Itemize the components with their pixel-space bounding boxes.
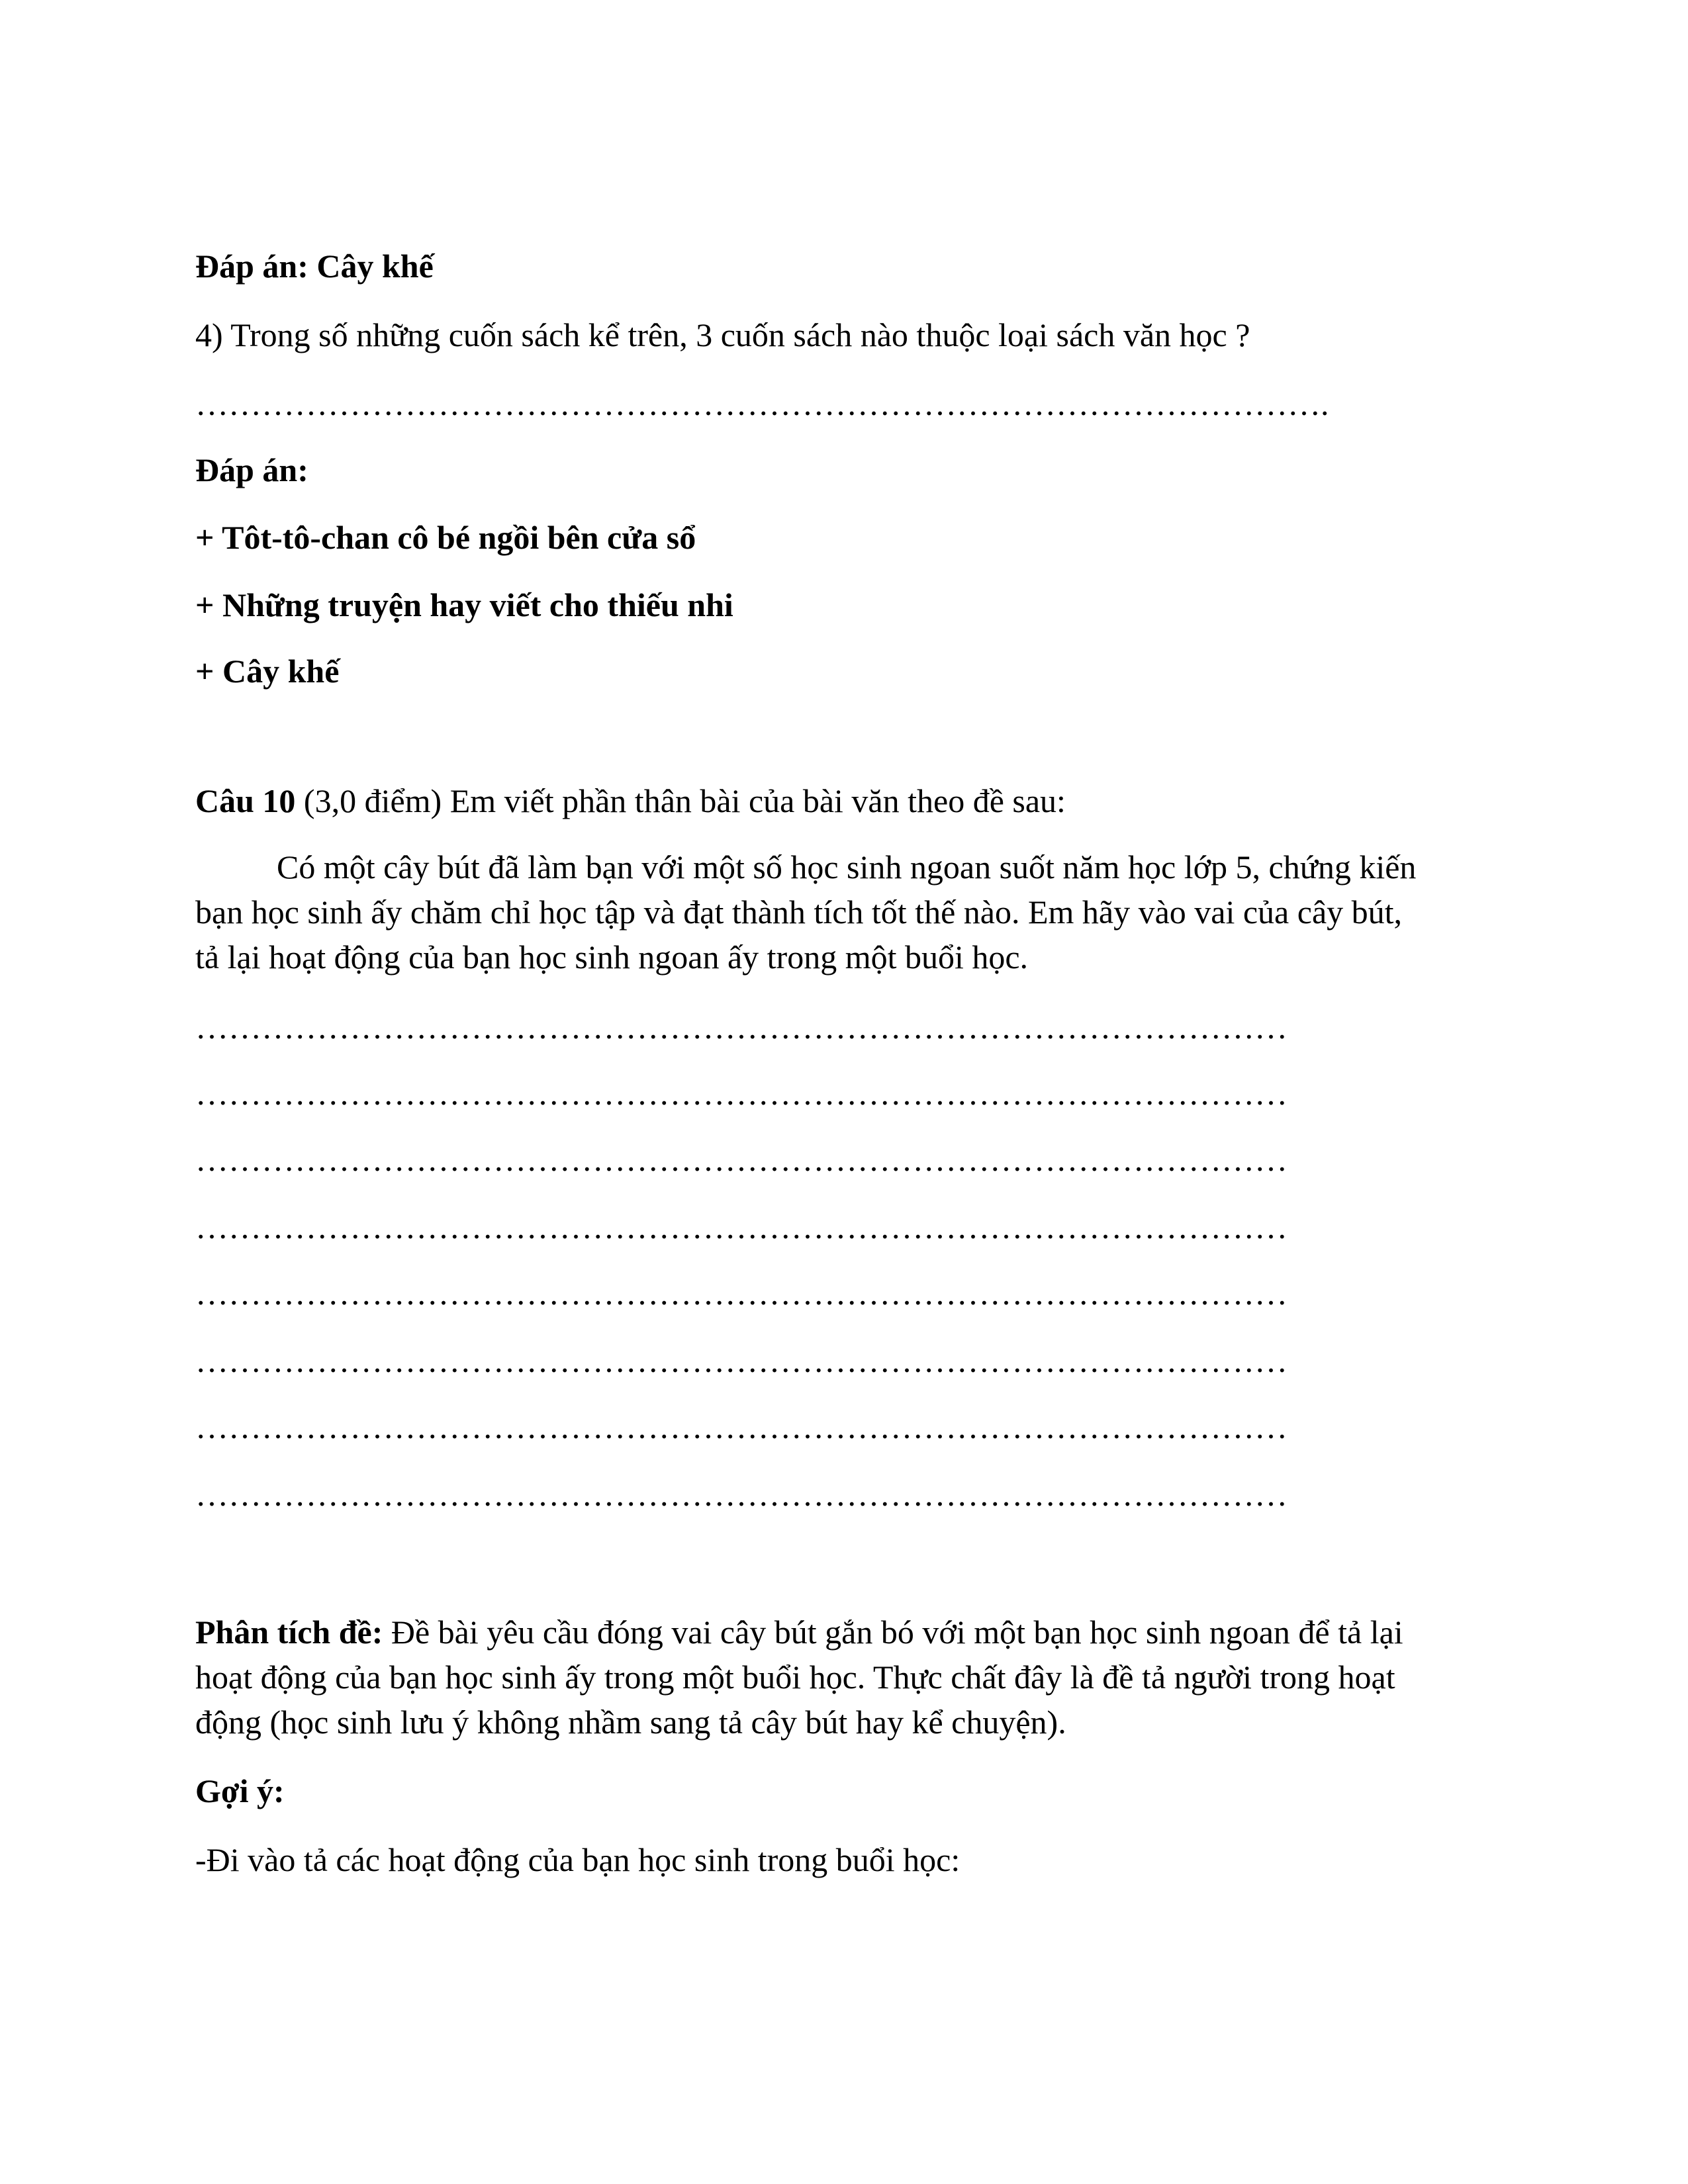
question-4-text: 4) Trong số những cuốn sách kể trên, 3 cuốn sách nào thuộc loại sách văn học ? bbox=[195, 316, 1250, 353]
answer-q4-item: + Những truyện hay viết cho thiếu nhi bbox=[195, 586, 733, 623]
question-4-answer-line: …………………………………………………………………………………………. bbox=[195, 385, 1329, 422]
answer-dotted-line: ……………………………………………………………………………………… bbox=[195, 1408, 1288, 1445]
question-10-points: (3,0 điểm) Em viết phần thân bài của bài văn theo đề sau: bbox=[295, 782, 1066, 819]
answer-dotted-line: ……………………………………………………………………………………… bbox=[195, 1208, 1288, 1246]
analysis-text: Đề bài yêu cầu đóng vai cây bút gắn bó với một bạn học sinh ngoan để tả lại bbox=[383, 1614, 1403, 1651]
answer-q4-label: Đáp án: bbox=[195, 451, 308, 488]
answer-dotted-line: ……………………………………………………………………………………… bbox=[195, 1009, 1288, 1046]
answer-dotted-line: ……………………………………………………………………………………… bbox=[195, 1342, 1288, 1379]
hint-label: Gợi ý: bbox=[195, 1772, 285, 1809]
question-10-prompt-line: Có một cây bút đã làm bạn với một số học sinh ngoan suốt năm học lớp 5, chứng kiến bbox=[277, 848, 1417, 886]
question-10-prompt-line: bạn học sinh ấy chăm chỉ học tập và đạt thành tích tốt thế nào. Em hãy vào vai của cây bút, bbox=[195, 893, 1403, 931]
analysis-line: động (học sinh lưu ý không nhầm sang tả cây bút hay kể chuyện). bbox=[195, 1704, 1066, 1741]
answer-dotted-line: ……………………………………………………………………………………… bbox=[195, 1141, 1288, 1178]
question-10-header bbox=[195, 781, 1066, 821]
question-10-prompt-line: tả lại hoạt động của bạn học sinh ngoan ấy trong một buổi học. bbox=[195, 938, 1029, 976]
answer-q4-item: + Tôt-tô-chan cô bé ngồi bên cửa sổ bbox=[195, 519, 696, 556]
question-10-title: Câu 10 bbox=[195, 782, 296, 819]
answer-dotted-line: ……………………………………………………………………………………… bbox=[195, 1075, 1288, 1112]
answer-dotted-line: ……………………………………………………………………………………… bbox=[195, 1476, 1288, 1513]
answer-q4-item: + Cây khế bbox=[195, 653, 340, 690]
analysis-line bbox=[195, 1612, 1403, 1652]
analysis-label: Phân tích đề: bbox=[195, 1614, 383, 1651]
analysis-line: hoạt động của bạn học sinh ấy trong một buổi học. Thực chất đây là đề tả người trong hoạt bbox=[195, 1659, 1395, 1696]
answer-dotted-line: ……………………………………………………………………………………… bbox=[195, 1275, 1288, 1312]
hint-line: -Đi vào tả các hoạt động của bạn học sinh trong buổi học: bbox=[195, 1841, 961, 1878]
answer-q3-label: Đáp án: Cây khế bbox=[195, 248, 434, 285]
